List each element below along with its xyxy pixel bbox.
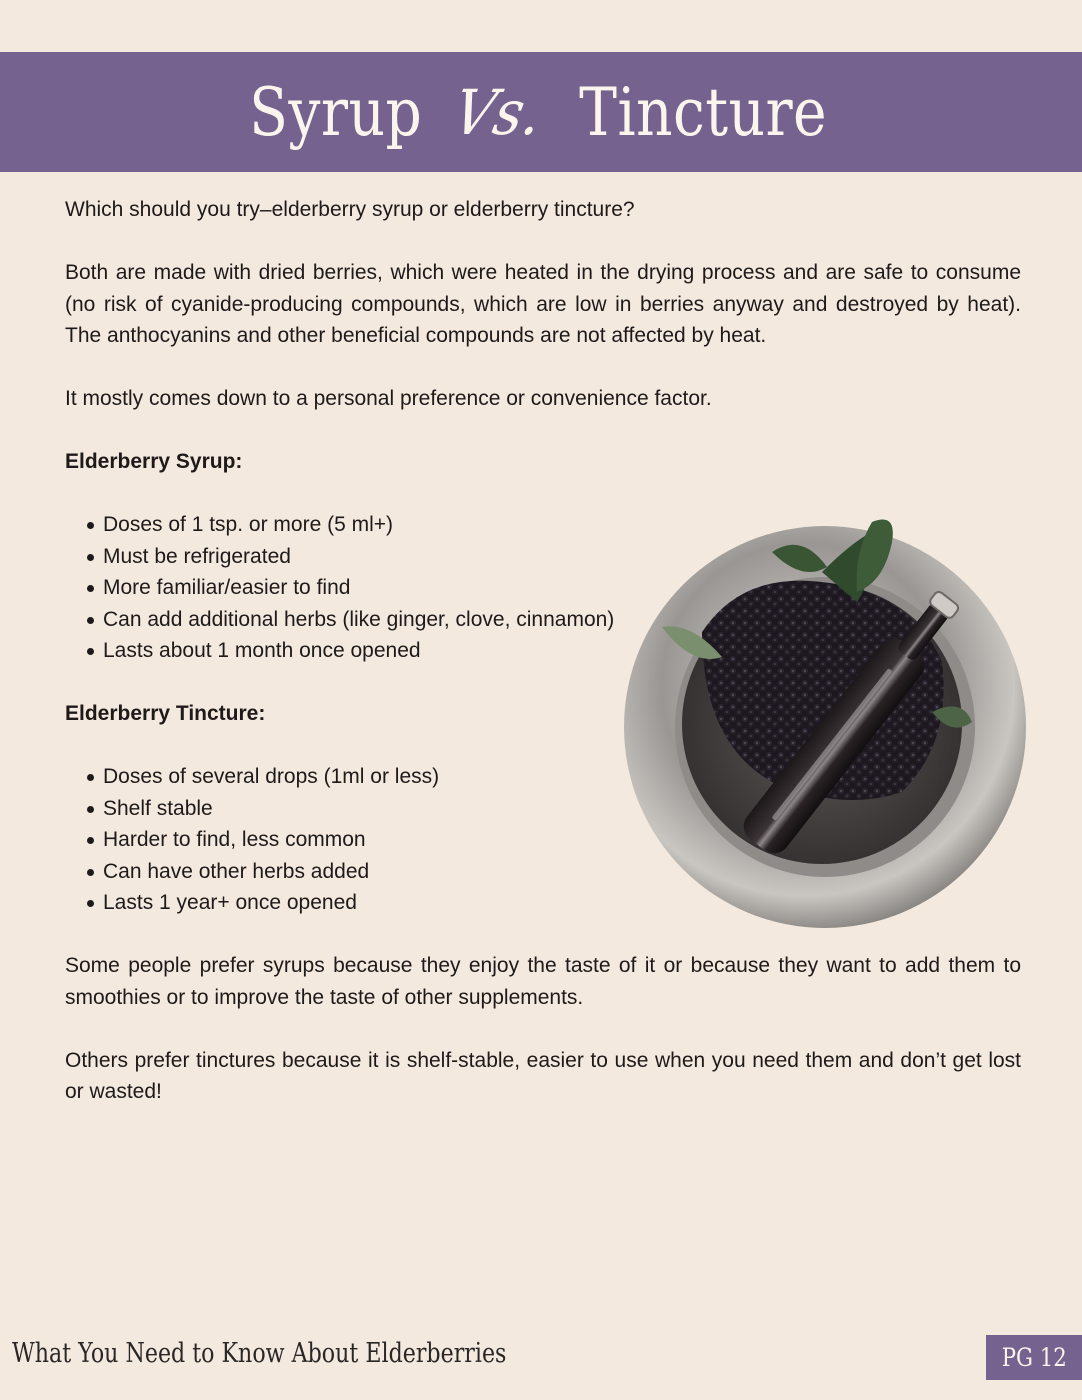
preference-text: It mostly comes down to a personal preference or convenience factor. <box>65 387 712 410</box>
list-item: More familiar/easier to find <box>103 572 1021 604</box>
title-syrup: Syrup <box>249 73 423 151</box>
list-item: Can add additional herbs (like ginger, clove, cinnamon) <box>103 604 1021 636</box>
list-item: Doses of several drops (1ml or less) <box>103 761 1021 793</box>
tincture-preference: Others prefer tinctures because it is shelf-stable, easier to use when you need them and don’t get lost or wasted! <box>65 1048 1021 1103</box>
title-banner <box>0 52 1082 172</box>
title-vs: Vs. <box>447 75 550 149</box>
list-item: Can have other herbs added <box>103 856 1021 888</box>
list-item: Harder to find, less common <box>103 824 1021 856</box>
page-number-badge <box>986 1335 1082 1380</box>
list-item: Doses of 1 tsp. or more (5 ml+) <box>103 509 1021 541</box>
intro-question: Which should you try–elderberry syrup or elderberry tincture? <box>65 198 635 221</box>
intro-paragraph: Both are made with dried berries, which were heated in the drying process and are safe to consume (no risk of cyanide-producing compounds, which are low in berries anyway and destroyed by heat). The anthocyanins and other beneficial compounds are not affected by heat. <box>65 261 1021 347</box>
elderberry-bottle-photo <box>622 512 1028 928</box>
syrup-heading: Elderberry Syrup: <box>65 450 243 473</box>
footer-title: What You Need to Know About Elderberries <box>12 1338 507 1369</box>
syrup-preference: Some people prefer syrups because they enjoy the taste of it or because they want to add them to smoothies or to improve the taste of other supplements. <box>65 954 1021 1009</box>
page-number: PG 12 <box>1001 1343 1067 1372</box>
list-item: Lasts 1 year+ once opened <box>103 887 1021 919</box>
title-tincture: Tincture <box>578 73 827 151</box>
list-item: Lasts about 1 month once opened <box>103 635 1021 667</box>
list-item: Shelf stable <box>103 793 1021 825</box>
list-item: Must be refrigerated <box>103 541 1021 573</box>
tincture-heading: Elderberry Tincture: <box>65 702 266 725</box>
